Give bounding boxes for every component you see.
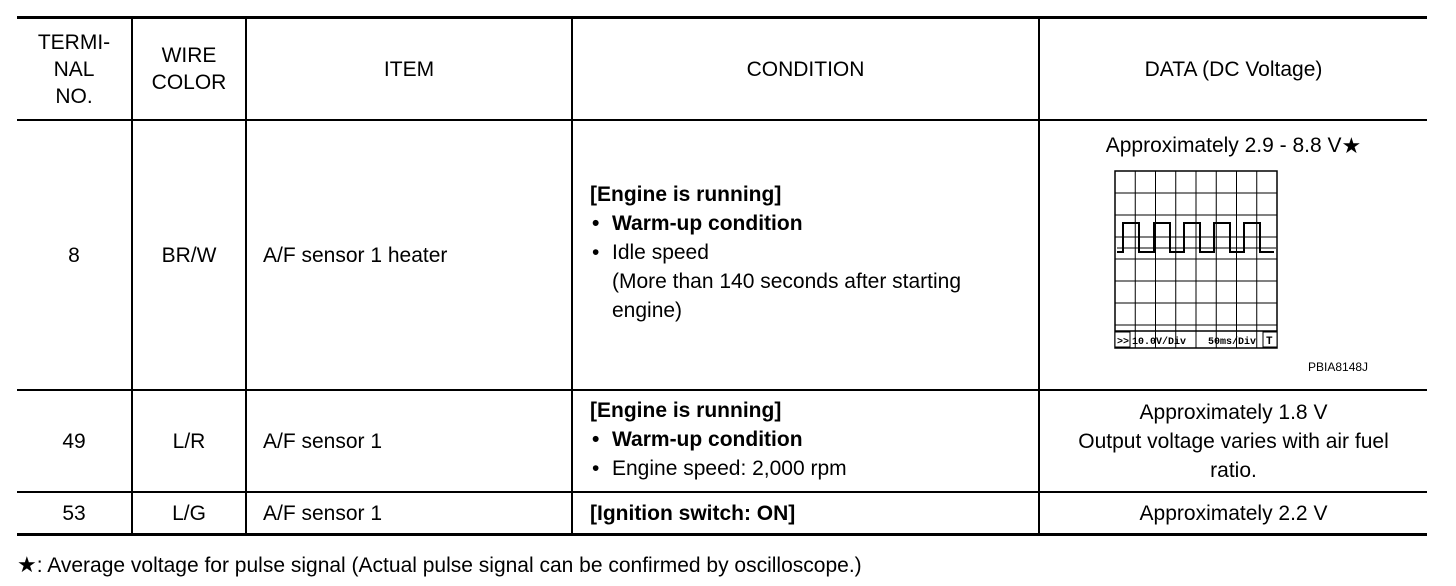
row3-wire-color: L/G	[172, 501, 206, 525]
scope-time-div-label: 50ms/Div	[1208, 337, 1257, 348]
row1-item: A/F sensor 1 heater	[263, 243, 448, 267]
row3-terminal: 53	[62, 501, 86, 525]
header-terminal-line: NAL	[53, 57, 95, 81]
row3-data: Approximately 2.2 V	[1139, 501, 1328, 525]
scope-trigger-label: T	[1266, 336, 1273, 348]
header-terminal-no	[17, 19, 131, 119]
scope-grid	[1115, 171, 1277, 348]
row2-wire-color: L/R	[172, 429, 206, 453]
row2-data	[1040, 396, 1427, 486]
header-item: ITEM	[383, 57, 435, 81]
row1-data-text	[1040, 130, 1427, 160]
footnote	[17, 552, 862, 579]
condition-note: engine)	[612, 299, 683, 322]
header-terminal-line: TERMI-	[37, 30, 111, 54]
row3-condition	[590, 493, 1030, 533]
data-value: Approximately 1.8 V	[1139, 400, 1328, 424]
row2-item: A/F sensor 1	[263, 429, 383, 453]
data-note: Output voltage varies with air fuel	[1078, 429, 1389, 453]
header-terminal-line: NO.	[55, 84, 93, 108]
terminal-data-table	[17, 16, 1427, 537]
header-wire-line: WIRE	[161, 44, 217, 67]
star-icon: ★	[1341, 132, 1362, 158]
row1-wire-color: BR/W	[161, 243, 217, 267]
condition-heading: [Engine is running]	[590, 399, 782, 422]
row2-terminal: 49	[62, 429, 86, 453]
table-bottom-rule	[17, 533, 1427, 536]
condition-bullet: • Warm-up condition	[590, 425, 1030, 454]
oscilloscope-waveform-figure	[1114, 170, 1384, 382]
header-wire-line: COLOR	[151, 71, 227, 94]
condition-heading: [Ignition switch: ON]	[590, 501, 796, 525]
scope-volt-div-label: 10.0V/Div	[1132, 337, 1187, 348]
row2-condition	[590, 396, 1030, 483]
row3-item: A/F sensor 1	[263, 501, 383, 525]
footnote-text: : Average voltage for pulse signal (Actual pulse signal can be confirmed by oscilloscope.)	[36, 554, 862, 577]
header-data: DATA (DC Voltage)	[1144, 57, 1323, 81]
condition-heading: [Engine is running]	[590, 183, 782, 206]
data-note: ratio.	[1210, 458, 1257, 482]
header-wire-color	[133, 19, 245, 119]
row1-terminal: 8	[68, 243, 80, 267]
condition-bullet: • Idle speed	[590, 238, 1030, 267]
condition-bullet: • Engine speed: 2,000 rpm	[590, 454, 1030, 483]
scope-arrow-label: >>	[1117, 337, 1130, 348]
figure-code: PBIA8148J	[1308, 360, 1369, 374]
header-condition: CONDITION	[746, 57, 865, 81]
condition-bullet: • Warm-up condition	[590, 209, 1030, 238]
row1-condition	[590, 180, 1030, 325]
star-icon: ★	[17, 552, 37, 577]
condition-note: (More than 140 seconds after starting	[612, 270, 962, 293]
data-value: Approximately 2.9 - 8.8 V	[1105, 133, 1342, 157]
